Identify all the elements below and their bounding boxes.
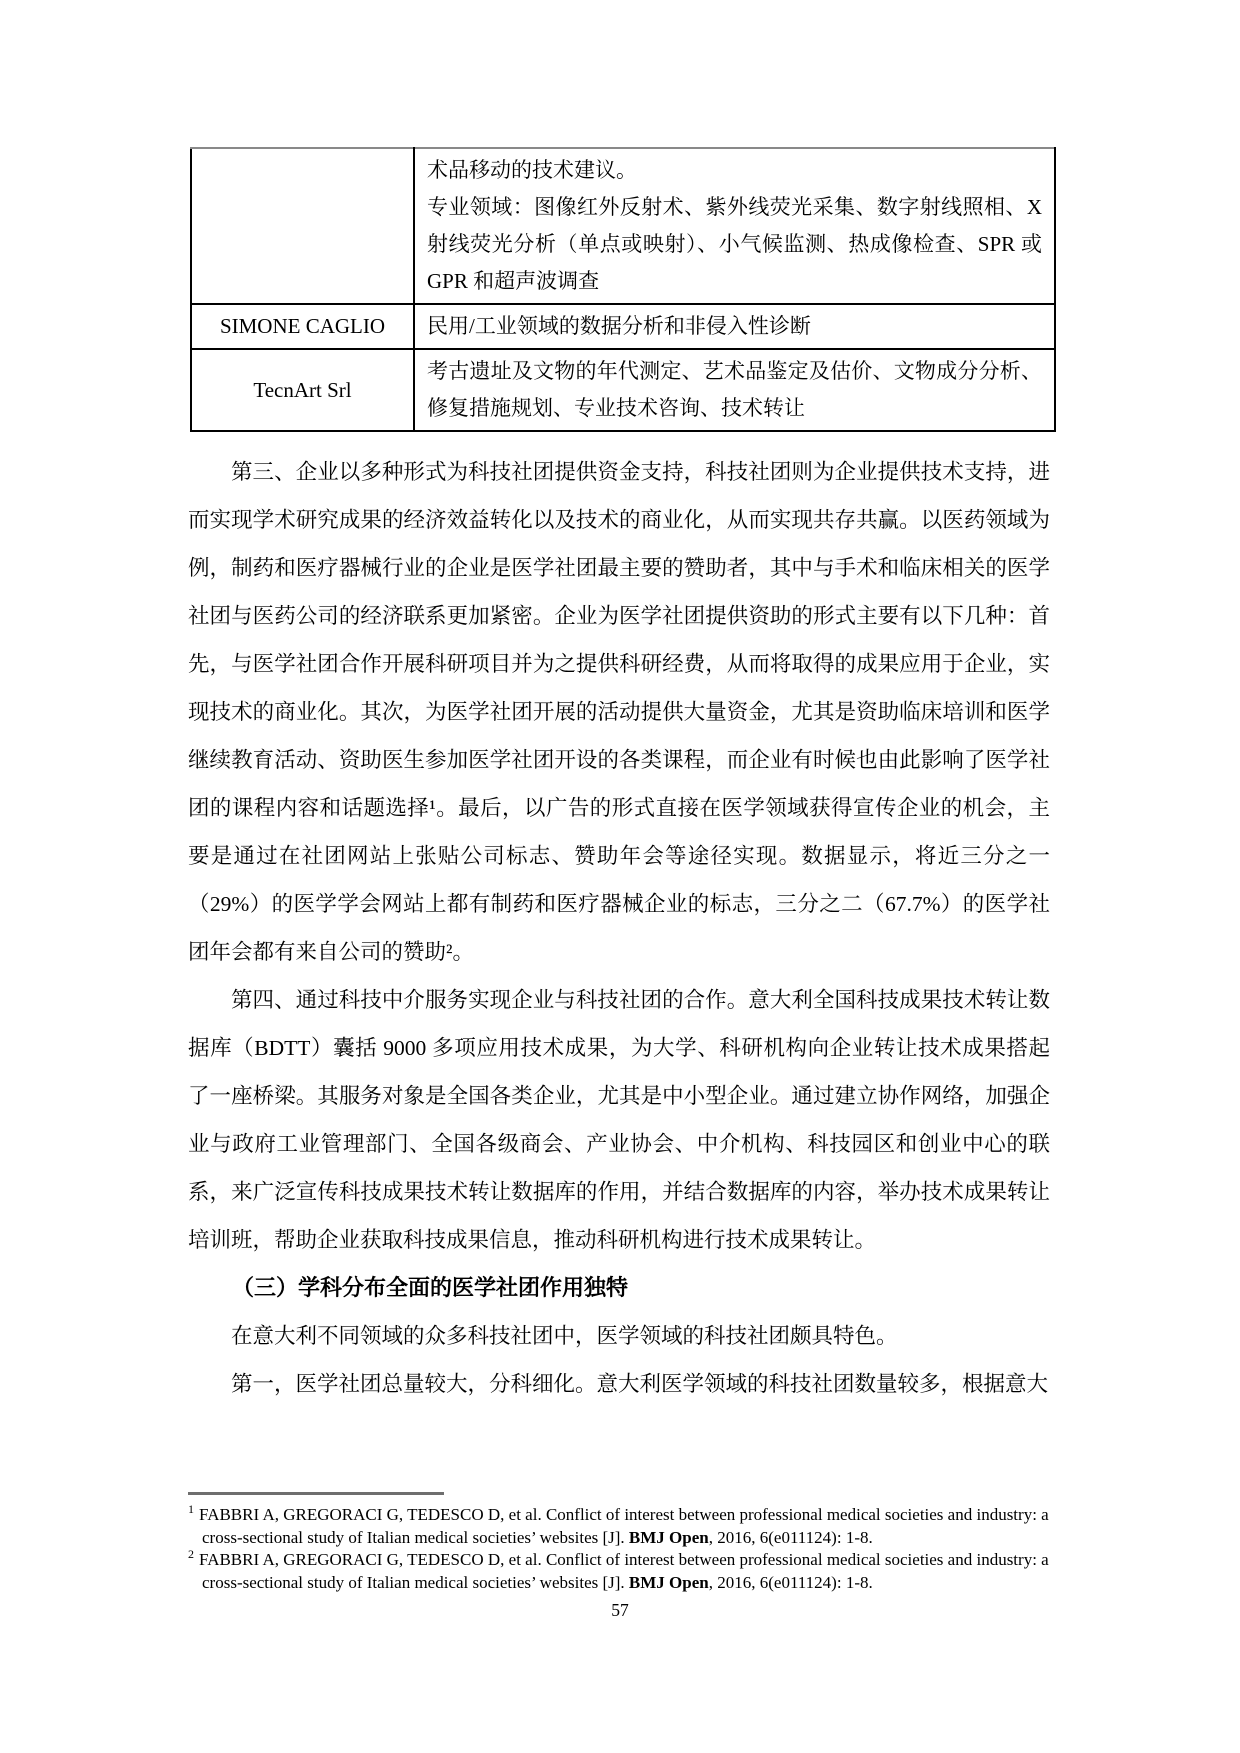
table-cell-org-name: TecnArt Srl [191,349,414,431]
footnote-marker: 1 [188,1502,194,1517]
paragraph-third-point: 第三、企业以多种形式为科技社团提供资金支持，科技社团则为企业提供技术支持，进而实现学术研究成果的经济效益转化以及技术的商业化，从而实现共存共赢。以医药领域为例，制药和医疗器械行业的企业是医学社团最主要的赞助者，其中与手术和临床相关的医学社团与医药公司的经济联系更加紧密。企业为医学社团提供资助的形式主要有以下几种：首先，与医学社团合作开展科研项目并为之提供科研经费，从而将取得的成果应用于企业，实现技术的商业化。其次，为医学社团开展的活动提供大量资金，尤其是资助临床培训和医学继续教育活动、资助医生参加医学社团开设的各类课程，而企业有时候也由此影响了医学社团的课程内容和话题选择¹。最后，以广告的形式直接在医学领域获得宣传企业的机会，主要是通过在社团网站上张贴公司标志、赞助年会等途径实现。数据显示，将近三分之一（29%）的医学学会网站上都有制药和医疗器械企业的标志，三分之二（67.7%）的医学社团年会都有来自公司的赞助²。 [188,460,1050,964]
footnotes-section [188,1492,1054,1594]
page-number: 57 [611,1600,629,1620]
table-cell-org-description: 民用/工业领域的数据分析和非侵入性诊断 [414,304,1055,349]
table-cell-org-description: 考古遗址及文物的年代测定、艺术品鉴定及估价、文物成分分析、修复措施规划、专业技术咨询、技术转让 [414,349,1055,431]
footnote-2 [188,1549,1054,1594]
footnote-text: , 2016, 6(e011124): 1-8. [708,1572,873,1592]
table-cell-org-description [414,148,1055,304]
paragraph-fourth-point: 第四、通过科技中介服务实现企业与科技社团的合作。意大利全国科技成果技术转让数据库（BDTT）囊括 9000 多项应用技术成果，为大学、科研机构向企业转让技术成果搭起了一座桥梁。其服务对象是全国各类企业，尤其是中小型企业。通过建立协作网络，加强企业与政府工业管理部门、全国各级商会、产业协会、中介机构、科技园区和创业中心的联系，来广泛宣传科技成果技术转让数据库的作用，并结合数据库的内容，举办技术成果转让培训班，帮助企业获取科技成果信息，推动科研机构进行技术成果转让。 [188,988,1050,1252]
body-text [188,448,1050,1408]
journal-name: BMJ Open [628,1572,709,1592]
description-line: 专业领域：图像红外反射术、紫外线荧光采集、数字射线照相、X射线荧光分析（单点或映射）、小气候监测、热成像检查、SPR 或 GPR 和超声波调查 [427,195,1042,293]
paragraph-first-point: 第一，医学社团总量较大，分科细化。意大利医学领域的科技社团数量较多，根据意大 [231,1372,1049,1396]
table-row [191,148,1055,304]
footnote-marker: 2 [188,1547,194,1562]
table-row [191,304,1055,349]
table-cell-org-name: SIMONE CAGLIO [191,304,414,349]
footnote-text: , 2016, 6(e011124): 1-8. [708,1527,873,1547]
table-cell-org-name [191,148,414,304]
footnote-separator-rule [188,1492,444,1495]
paragraph-intro: 在意大利不同领域的众多科技社团中，医学领域的科技社团颇具特色。 [231,1324,898,1348]
footnote-text: FABBRI A, GREGORACI G, TEDESCO D, et al. Conflict of interest between professional medical societies and industry: a cross-sectional study of Italian medical societies’ websites [J]. [199,1505,1049,1547]
description-line: 术品移动的技术建议。 [427,158,637,182]
footnote-text: FABBRI A, GREGORACI G, TEDESCO D, et al. Conflict of interest between professional medical societies and industry: a cross-sectional study of Italian medical societies’ websites [J]. [199,1550,1049,1592]
section-heading: （三）学科分布全面的医学社团作用独特 [232,1275,629,1300]
journal-name: BMJ Open [628,1527,709,1547]
table-row [191,349,1055,431]
organizations-table [190,147,1056,432]
footnote-1 [188,1504,1054,1549]
